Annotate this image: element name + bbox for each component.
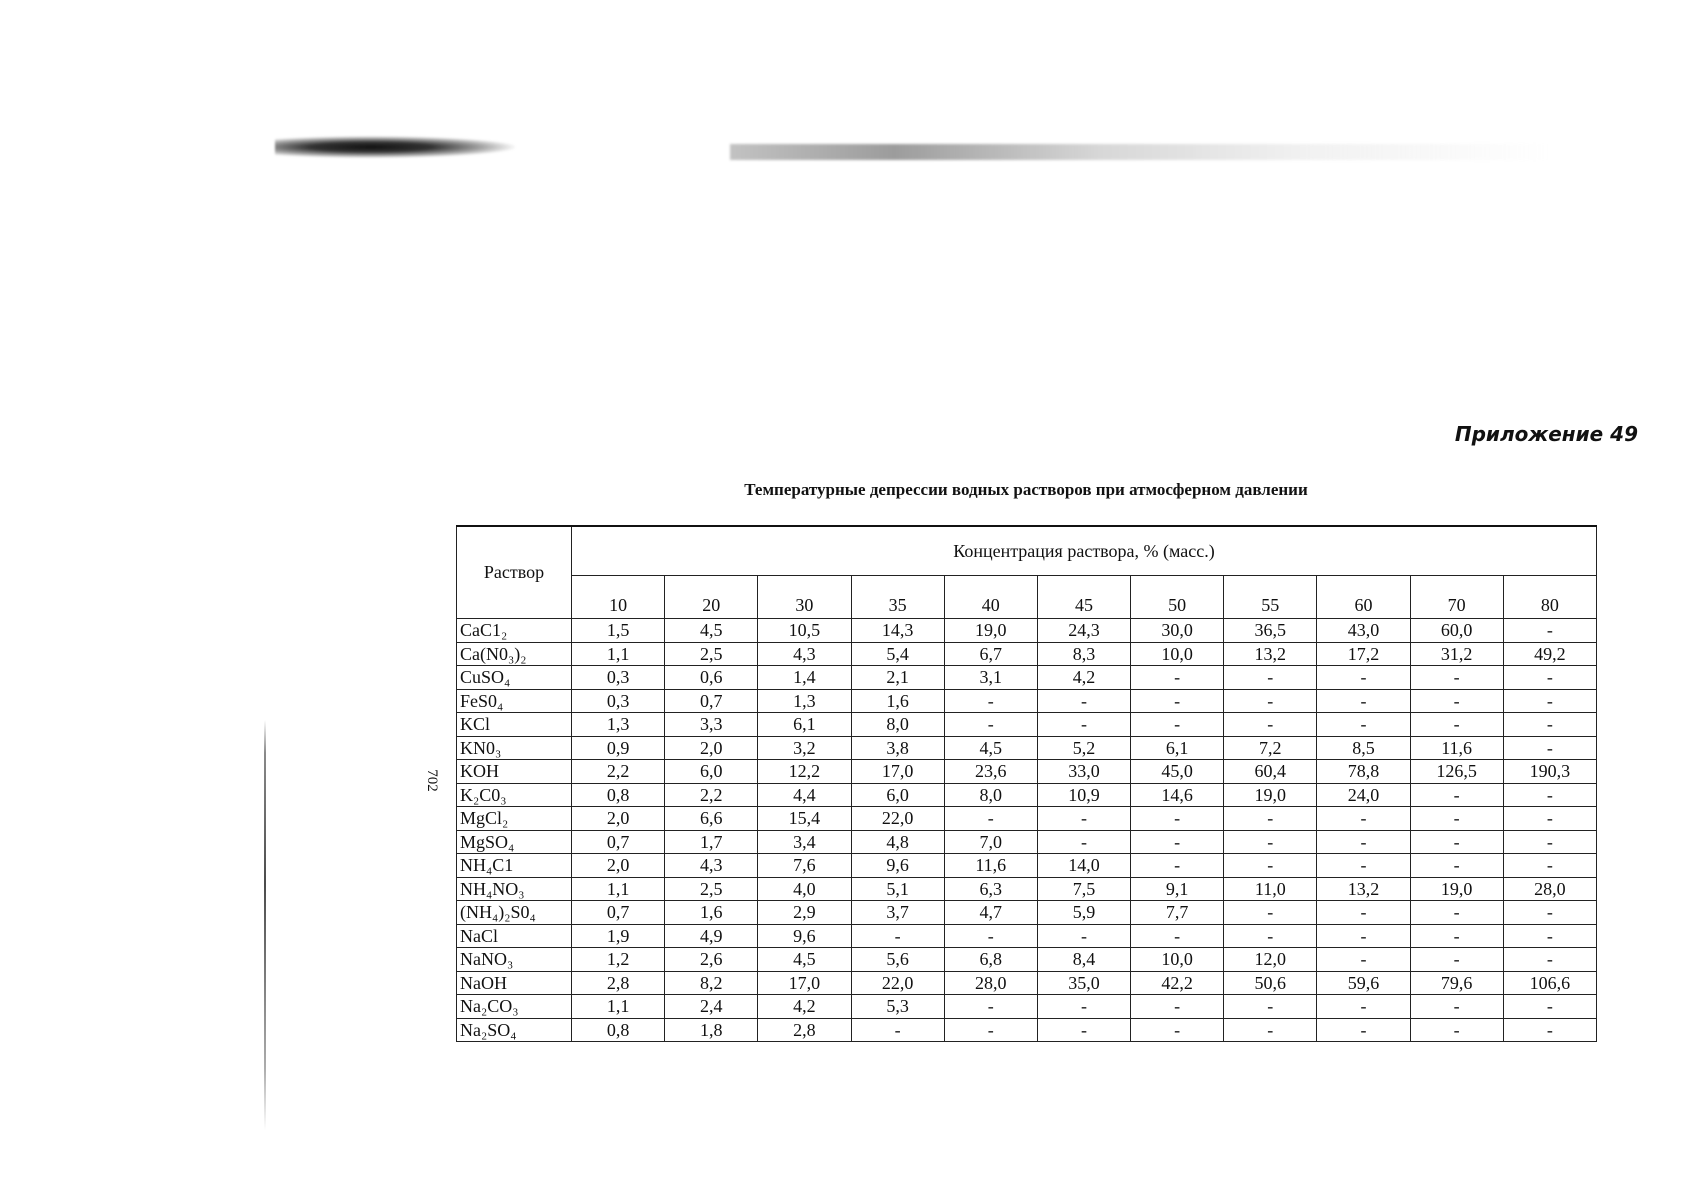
table-cell: 126,5	[1410, 760, 1503, 784]
table-cell: -	[1503, 713, 1596, 737]
table-cell: 6,7	[944, 642, 1037, 666]
table-cell: 4,7	[944, 901, 1037, 925]
table-cell: 9,6	[758, 924, 851, 948]
table-cell: 2,5	[665, 877, 758, 901]
table-cell: 0,9	[572, 736, 665, 760]
scan-artifact-left	[275, 136, 515, 158]
table-cell: -	[1503, 924, 1596, 948]
table-cell: 17,0	[758, 971, 851, 995]
table-cell: -	[944, 807, 1037, 831]
table-caption: Температурные депрессии водных растворов при атмосферном давлении	[744, 480, 1308, 499]
table-cell: -	[1037, 924, 1130, 948]
table-cell: -	[1503, 689, 1596, 713]
table-cell: 106,6	[1503, 971, 1596, 995]
table-cell: 78,8	[1317, 760, 1410, 784]
table-cell: -	[1410, 924, 1503, 948]
table-cell: -	[1131, 666, 1224, 690]
table-cell: -	[1224, 689, 1317, 713]
table-cell: -	[1224, 713, 1317, 737]
table-cell: 60,0	[1410, 619, 1503, 643]
table-cell: -	[1317, 666, 1410, 690]
table-cell: -	[1131, 689, 1224, 713]
table-row	[457, 807, 1597, 831]
table-cell: 1,5	[572, 619, 665, 643]
table-cell: -	[1410, 713, 1503, 737]
solution-name: NH₄NO₃	[457, 877, 572, 901]
concentration-35: 35	[851, 576, 944, 619]
concentration-70: 70	[1410, 576, 1503, 619]
concentration-50: 50	[1131, 576, 1224, 619]
table-cell: 3,7	[851, 901, 944, 925]
table-cell: -	[944, 713, 1037, 737]
table-cell: 8,4	[1037, 948, 1130, 972]
table-cell: -	[1317, 713, 1410, 737]
table-cell: 6,1	[1131, 736, 1224, 760]
table-cell: -	[1317, 689, 1410, 713]
table-cell: -	[1410, 1018, 1503, 1042]
table-cell: 43,0	[1317, 619, 1410, 643]
concentration-10: 10	[572, 576, 665, 619]
table-cell: 24,0	[1317, 783, 1410, 807]
table-cell: 1,1	[572, 995, 665, 1019]
table-cell: 0,7	[572, 830, 665, 854]
table-cell: 6,6	[665, 807, 758, 831]
table-cell: 42,2	[1131, 971, 1224, 995]
table-cell: 1,4	[758, 666, 851, 690]
table-cell: -	[1224, 1018, 1317, 1042]
table-cell: 12,0	[1224, 948, 1317, 972]
table-cell: -	[1317, 830, 1410, 854]
table-cell: 1,7	[665, 830, 758, 854]
table-cell: 60,4	[1224, 760, 1317, 784]
solution-name: KN0₃	[457, 736, 572, 760]
table-cell: 4,9	[665, 924, 758, 948]
table-cell: 2,0	[572, 807, 665, 831]
table-cell: 10,9	[1037, 783, 1130, 807]
table-cell: -	[1224, 995, 1317, 1019]
table-cell: -	[1503, 736, 1596, 760]
table-cell: 4,0	[758, 877, 851, 901]
table-cell: -	[1224, 924, 1317, 948]
table-cell: 6,8	[944, 948, 1037, 972]
table-cell: 49,2	[1503, 642, 1596, 666]
table-cell: -	[1410, 807, 1503, 831]
table-cell: 33,0	[1037, 760, 1130, 784]
solution-name: MgSO₄	[457, 830, 572, 854]
table-cell: -	[1503, 995, 1596, 1019]
table-cell: 31,2	[1410, 642, 1503, 666]
appendix-label: Приложение 49	[1454, 422, 1638, 446]
solution-name: (NH₄)₂S0₄	[457, 901, 572, 925]
table-cell: 19,0	[1224, 783, 1317, 807]
table-cell: -	[1410, 783, 1503, 807]
concentration-header: Концентрация раствора, % (масс.)	[572, 526, 1597, 576]
table-cell: 4,2	[758, 995, 851, 1019]
table-cell: 0,8	[572, 783, 665, 807]
table-cell: 4,4	[758, 783, 851, 807]
table-cell: -	[1317, 924, 1410, 948]
table-cell: -	[1131, 924, 1224, 948]
table-cell: 4,2	[1037, 666, 1130, 690]
table-cell: -	[1410, 995, 1503, 1019]
table-cell: -	[1317, 1018, 1410, 1042]
table-cell: 3,2	[758, 736, 851, 760]
table-body	[457, 619, 1597, 1042]
table-cell: 11,6	[944, 854, 1037, 878]
table-cell: 2,8	[758, 1018, 851, 1042]
table-cell: 0,8	[572, 1018, 665, 1042]
table-cell: 0,7	[665, 689, 758, 713]
concentration-60: 60	[1317, 576, 1410, 619]
table-cell: -	[1131, 713, 1224, 737]
table-cell: -	[1037, 995, 1130, 1019]
table-cell: -	[1503, 948, 1596, 972]
table-cell: -	[1131, 1018, 1224, 1042]
solution-name: NaNO₃	[457, 948, 572, 972]
table-cell: 19,0	[944, 619, 1037, 643]
table-cell: -	[1503, 807, 1596, 831]
table-cell: 4,3	[665, 854, 758, 878]
table-cell: 1,1	[572, 877, 665, 901]
table-cell: 190,3	[1503, 760, 1596, 784]
solution-name: Na₂CO₃	[457, 995, 572, 1019]
table-cell: 19,0	[1410, 877, 1503, 901]
table-cell: -	[1131, 854, 1224, 878]
table-cell: 5,4	[851, 642, 944, 666]
concentration-30: 30	[758, 576, 851, 619]
table-cell: 14,0	[1037, 854, 1130, 878]
table-cell: 30,0	[1131, 619, 1224, 643]
table-cell: 28,0	[1503, 877, 1596, 901]
table-cell: -	[944, 689, 1037, 713]
solution-name: Ca(N0₃)₂	[457, 642, 572, 666]
table-cell: 7,5	[1037, 877, 1130, 901]
table-cell: 3,3	[665, 713, 758, 737]
concentration-values-row	[457, 576, 1597, 619]
scan-artifact-right	[730, 144, 1550, 160]
table-cell: 50,6	[1224, 971, 1317, 995]
table-cell: 6,3	[944, 877, 1037, 901]
table-cell: 17,2	[1317, 642, 1410, 666]
table-cell: -	[1131, 807, 1224, 831]
table-cell: -	[1317, 948, 1410, 972]
table-cell: -	[851, 1018, 944, 1042]
table-cell: 5,1	[851, 877, 944, 901]
table-cell: -	[1410, 689, 1503, 713]
table-cell: 1,2	[572, 948, 665, 972]
table-cell: 0,7	[572, 901, 665, 925]
table-cell: 2,8	[572, 971, 665, 995]
table-cell: -	[1224, 854, 1317, 878]
table-cell: 22,0	[851, 807, 944, 831]
solution-name: FeS0₄	[457, 689, 572, 713]
table-cell: 2,6	[665, 948, 758, 972]
table-cell: -	[1410, 948, 1503, 972]
table-cell: -	[944, 995, 1037, 1019]
table-cell: 1,6	[665, 901, 758, 925]
table-cell: 3,8	[851, 736, 944, 760]
table-cell: 8,0	[851, 713, 944, 737]
table-cell: 1,6	[851, 689, 944, 713]
table-cell: 2,1	[851, 666, 944, 690]
table-cell: -	[1410, 666, 1503, 690]
table-cell: -	[1131, 995, 1224, 1019]
solution-name: NH₄C1	[457, 854, 572, 878]
table-row	[457, 713, 1597, 737]
concentration-45: 45	[1037, 576, 1130, 619]
table-cell: 59,6	[1317, 971, 1410, 995]
table-cell: 2,4	[665, 995, 758, 1019]
table-cell: 24,3	[1037, 619, 1130, 643]
table-cell: 13,2	[1317, 877, 1410, 901]
solution-column-header: Раствор	[457, 526, 572, 619]
table-cell: -	[1503, 619, 1596, 643]
table-row	[457, 642, 1597, 666]
table-cell: 6,1	[758, 713, 851, 737]
table-cell: 1,8	[665, 1018, 758, 1042]
solution-name: CaC1₂	[457, 619, 572, 643]
table-cell: 13,2	[1224, 642, 1317, 666]
table-cell: 10,5	[758, 619, 851, 643]
table-cell: 4,8	[851, 830, 944, 854]
table-row	[457, 948, 1597, 972]
table-row	[457, 783, 1597, 807]
table-cell: -	[1410, 901, 1503, 925]
table-cell: -	[944, 924, 1037, 948]
table-cell: 2,9	[758, 901, 851, 925]
table-cell: -	[1037, 689, 1130, 713]
table-cell: 28,0	[944, 971, 1037, 995]
table-cell: 9,1	[1131, 877, 1224, 901]
concentration-80: 80	[1503, 576, 1596, 619]
table-cell: 12,2	[758, 760, 851, 784]
table-row	[457, 971, 1597, 995]
table-cell: 8,3	[1037, 642, 1130, 666]
table-cell: 5,6	[851, 948, 944, 972]
table-cell: 1,9	[572, 924, 665, 948]
table-cell: 1,3	[572, 713, 665, 737]
table-cell: -	[1503, 901, 1596, 925]
page-number: 702	[423, 769, 440, 792]
table-cell: 8,5	[1317, 736, 1410, 760]
solution-name: MgCl₂	[457, 807, 572, 831]
table-cell: 9,6	[851, 854, 944, 878]
solution-name: NaOH	[457, 971, 572, 995]
table-cell: 2,2	[572, 760, 665, 784]
table-cell: -	[1503, 666, 1596, 690]
solution-name: K₂C0₃	[457, 783, 572, 807]
table-cell: 2,0	[572, 854, 665, 878]
table-cell: 4,5	[944, 736, 1037, 760]
table-cell: 4,3	[758, 642, 851, 666]
table-cell: 5,9	[1037, 901, 1130, 925]
table-cell: -	[1503, 783, 1596, 807]
scan-edge-line	[264, 720, 266, 1130]
solution-name: NaCl	[457, 924, 572, 948]
table-cell: 5,2	[1037, 736, 1130, 760]
table-cell: 0,3	[572, 689, 665, 713]
table-cell: 5,3	[851, 995, 944, 1019]
table-cell: -	[1503, 830, 1596, 854]
table-row	[457, 924, 1597, 948]
table-cell: -	[1410, 830, 1503, 854]
table-row	[457, 995, 1597, 1019]
table-row	[457, 830, 1597, 854]
table-cell: -	[1224, 666, 1317, 690]
table-cell: 1,3	[758, 689, 851, 713]
table-cell: 7,2	[1224, 736, 1317, 760]
table-cell: 0,6	[665, 666, 758, 690]
table-cell: 79,6	[1410, 971, 1503, 995]
table-cell: 11,6	[1410, 736, 1503, 760]
depression-table	[456, 525, 1597, 1042]
table-cell: 22,0	[851, 971, 944, 995]
table-cell: 17,0	[851, 760, 944, 784]
table-row	[457, 901, 1597, 925]
solution-name: KOH	[457, 760, 572, 784]
table-cell: -	[1317, 854, 1410, 878]
table-row	[457, 666, 1597, 690]
concentration-40: 40	[944, 576, 1037, 619]
table-cell: -	[1317, 807, 1410, 831]
table-cell: 36,5	[1224, 619, 1317, 643]
table-row	[457, 1018, 1597, 1042]
table-row	[457, 689, 1597, 713]
table-cell: -	[1317, 901, 1410, 925]
table-cell: 4,5	[758, 948, 851, 972]
solution-name: KCl	[457, 713, 572, 737]
table-cell: -	[1317, 995, 1410, 1019]
table-cell: -	[1224, 807, 1317, 831]
concentration-20: 20	[665, 576, 758, 619]
table-cell: 15,4	[758, 807, 851, 831]
table-cell: 6,0	[665, 760, 758, 784]
table-row	[457, 619, 1597, 643]
table-cell: -	[1037, 807, 1130, 831]
table-cell: 45,0	[1131, 760, 1224, 784]
table-cell: 14,6	[1131, 783, 1224, 807]
table-cell: 2,2	[665, 783, 758, 807]
table-cell: 7,0	[944, 830, 1037, 854]
table-cell: 7,6	[758, 854, 851, 878]
solution-name: Na₂SO₄	[457, 1018, 572, 1042]
table-cell: 6,0	[851, 783, 944, 807]
table-cell: 2,0	[665, 736, 758, 760]
table-cell: 14,3	[851, 619, 944, 643]
table-cell: 10,0	[1131, 948, 1224, 972]
table-cell: -	[1037, 1018, 1130, 1042]
table-cell: 7,7	[1131, 901, 1224, 925]
table-row	[457, 760, 1597, 784]
table-row	[457, 854, 1597, 878]
table-cell: 35,0	[1037, 971, 1130, 995]
table-row	[457, 736, 1597, 760]
table-cell: -	[851, 924, 944, 948]
table-cell: 11,0	[1224, 877, 1317, 901]
table-cell: -	[944, 1018, 1037, 1042]
table-cell: -	[1037, 713, 1130, 737]
table-cell: -	[1037, 830, 1130, 854]
solution-name: CuSO₄	[457, 666, 572, 690]
table-cell: -	[1224, 901, 1317, 925]
table-cell: 8,0	[944, 783, 1037, 807]
table-cell: 8,2	[665, 971, 758, 995]
table-cell: -	[1224, 830, 1317, 854]
table-cell: 1,1	[572, 642, 665, 666]
table-cell: 2,5	[665, 642, 758, 666]
table-row	[457, 877, 1597, 901]
table-cell: 0,3	[572, 666, 665, 690]
table-cell: 10,0	[1131, 642, 1224, 666]
concentration-55: 55	[1224, 576, 1317, 619]
table-cell: -	[1503, 854, 1596, 878]
table-cell: 3,1	[944, 666, 1037, 690]
table-cell: 4,5	[665, 619, 758, 643]
table-cell: -	[1410, 854, 1503, 878]
table-cell: 3,4	[758, 830, 851, 854]
table-cell: 23,6	[944, 760, 1037, 784]
table-cell: -	[1131, 830, 1224, 854]
table-cell: -	[1503, 1018, 1596, 1042]
